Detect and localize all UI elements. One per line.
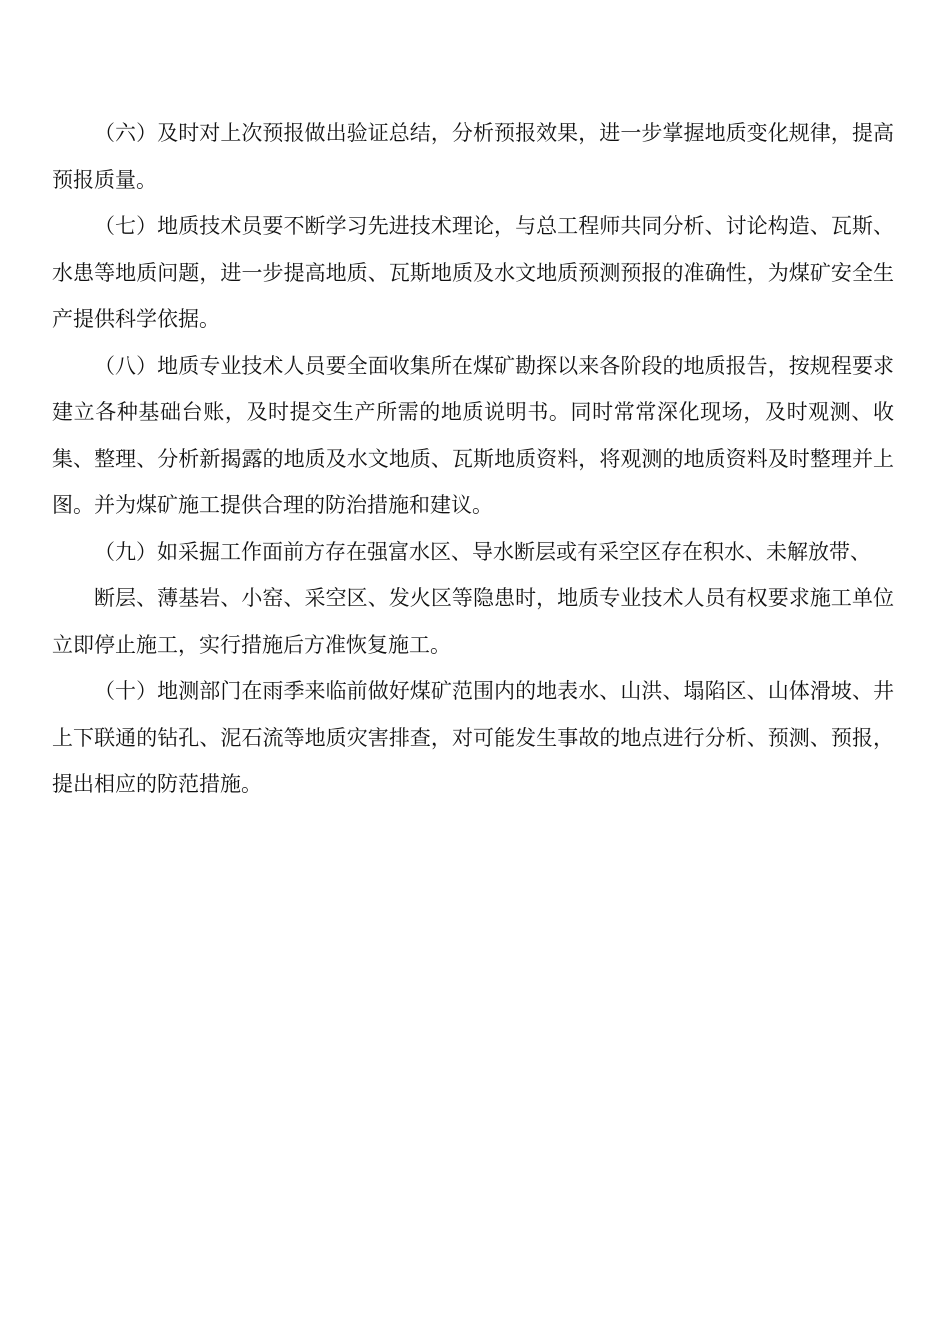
paragraph-9: （九）如采掘工作面前方存在强富水区、导水断层或有采空区存在积水、未解放带、 [94, 539, 871, 564]
document-body [52, 110, 894, 808]
paragraph-9-continued: 断层、薄基岩、小窑、采空区、发火区等隐患时，地质专业技术人员有权要求施工单位立即停止施工，实行措施后方准恢复施工。 [52, 586, 894, 657]
paragraph-10: （十）地测部门在雨季来临前做好煤矿范围内的地表水、山洪、塌陷区、山体滑坡、井上下联通的钻孔、泥石流等地质灾害排查，对可能发生事故的地点进行分析、预测、预报，提出相应的防范措施。 [52, 679, 894, 796]
paragraph-7: （七）地质技术员要不断学习先进技术理论，与总工程师共同分析、讨论构造、瓦斯、水患等地质问题，进一步提高地质、瓦斯地质及水文地质预测预报的准确性，为煤矿安全生产提供科学依据。 [52, 214, 894, 331]
paragraph-6: （六）及时对上次预报做出验证总结，分析预报效果，进一步掌握地质变化规律，提高预报质量。 [52, 121, 894, 192]
paragraph-8: （八）地质专业技术人员要全面收集所在煤矿勘探以来各阶段的地质报告，按规程要求建立各种基础台账，及时提交生产所需的地质说明书。同时常常深化现场，及时观测、收集、整理、分析新揭露的地质及水文地质、瓦斯地质资料，将观测的地质资料及时整理并上图。并为煤矿施工提供合理的防治措施和建议。 [52, 353, 894, 517]
